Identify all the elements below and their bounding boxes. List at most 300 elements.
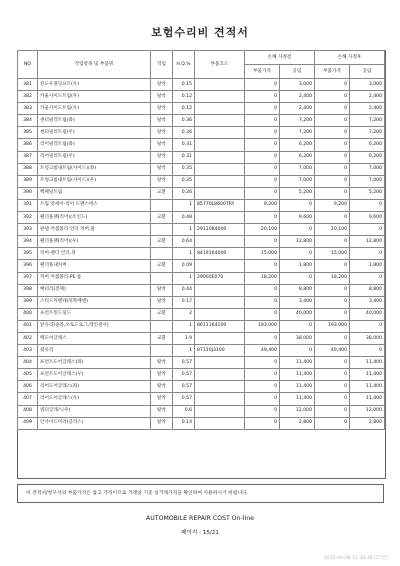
row-hq: 0.57 (173, 393, 195, 405)
row-parts-price-before: 0 (245, 393, 280, 405)
row-work: 탈착 (151, 139, 173, 151)
row-work: 교환 (151, 212, 173, 224)
header-labor-after: 공임 (350, 65, 385, 79)
row-item: 리어도어글래스(우) (38, 393, 151, 405)
row-no: 404 (18, 357, 38, 369)
row-labor-before: 0 (280, 272, 315, 284)
row-parts-price-before: 0 (245, 212, 280, 224)
row-labor-after: 6,200 (350, 139, 385, 151)
row-parts-price-before: 9,200 (245, 199, 280, 211)
footer-service-name: AUTOMOBILE REPAIR COST On-line (146, 515, 254, 522)
row-no: 384 (18, 115, 38, 127)
table-row (18, 115, 385, 127)
row-item: 뒷유리 (38, 345, 151, 357)
row-no: 409 (18, 417, 38, 429)
row-no: 408 (18, 405, 38, 417)
row-item: 쿼터글래스(우) (38, 405, 151, 417)
row-part-code: 29000E070 (195, 272, 245, 284)
row-work: 탈착 (151, 103, 173, 115)
row-labor-after: 2,400 (350, 103, 385, 115)
row-work: 탈착 (151, 417, 173, 429)
row-labor-after: 0 (350, 199, 385, 211)
row-work: 탈착 (151, 79, 173, 91)
row-part-code (195, 91, 245, 103)
row-labor-after: 0 (350, 272, 385, 284)
row-labor-after: 40,000 (350, 308, 385, 320)
row-item: 프런트도어글래스(좌) (38, 357, 151, 369)
row-hq: 0.12 (173, 103, 195, 115)
row-part-code (195, 417, 245, 429)
row-parts-price-after: 193,000 (315, 320, 350, 332)
row-work: 탈착 (151, 151, 173, 163)
row-hq: 0.36 (173, 127, 195, 139)
row-hq: 0.48 (173, 212, 195, 224)
row-labor-before: 0 (280, 248, 315, 260)
row-hq: 1 (173, 320, 195, 332)
row-labor-before: 2,400 (280, 103, 315, 115)
row-no: 406 (18, 381, 38, 393)
print-timestamp: 2015-08-08 11:38:48 (57번) (323, 556, 388, 561)
row-labor-after: 0 (350, 320, 385, 332)
row-work: 탈착 (151, 91, 173, 103)
row-no: 399 (18, 296, 38, 308)
row-labor-before: 3,000 (280, 79, 315, 91)
row-parts-price-before: 20,100 (245, 224, 280, 236)
row-parts-price-before: 0 (245, 332, 280, 344)
row-hq: 0.14 (173, 417, 195, 429)
row-labor-after: 9,600 (350, 212, 385, 224)
row-part-code (195, 163, 245, 175)
row-item: 커버-팬더 언더,뒤 (38, 248, 151, 260)
row-labor-before: 0 (280, 345, 315, 357)
row-parts-price-before: 0 (245, 405, 280, 417)
row-labor-after: 7,000 (350, 163, 385, 175)
row-parts-price-before: 0 (245, 151, 280, 163)
header-labor-before: 공임 (280, 65, 315, 79)
row-parts-price-before: 0 (245, 79, 280, 91)
row-part-code: 87110J3100 (195, 345, 245, 357)
row-item: 트렁크룸내트림(사이드)(좌) (38, 163, 151, 175)
row-item: 카울사이드트림(우) (38, 91, 151, 103)
header-before-group: 손해 사정전 (245, 51, 315, 65)
row-parts-price-before: 0 (245, 103, 280, 115)
row-parts-price-before: 15,000 (245, 248, 280, 260)
row-hq: 0.31 (173, 151, 195, 163)
row-work: 탈착 (151, 284, 173, 296)
row-work (151, 272, 173, 284)
row-parts-price-after: 0 (315, 369, 350, 381)
row-parts-price-before: 0 (245, 369, 280, 381)
row-no: 407 (18, 393, 38, 405)
row-work (151, 224, 173, 236)
row-parts-price-before: 0 (245, 284, 280, 296)
table-row (18, 187, 385, 199)
table-row (18, 236, 385, 248)
header-parts-price-before: 부품가격 (245, 65, 280, 79)
header-hq: H.Q.% (173, 51, 195, 79)
table-row (18, 320, 385, 332)
row-hq: 0.57 (173, 357, 195, 369)
row-item: 스티드커텐테(뒤쪽배엔) (38, 296, 151, 308)
row-part-code (195, 296, 245, 308)
row-labor-after: 1,800 (350, 260, 385, 272)
table-row (18, 212, 385, 224)
row-part-code (195, 332, 245, 344)
row-parts-price-after: 0 (315, 187, 350, 199)
row-no: 381 (18, 79, 38, 91)
row-hq: 0.09 (173, 260, 195, 272)
row-labor-before: 2,400 (280, 91, 315, 103)
row-item: 커버 어셈블리-PE 룸 (38, 272, 151, 284)
row-parts-price-after: 15,000 (315, 248, 350, 260)
row-work: 탈착 (151, 115, 173, 127)
row-labor-before: 38,000 (280, 332, 315, 344)
row-labor-after: 11,400 (350, 357, 385, 369)
row-parts-price-after: 0 (315, 127, 350, 139)
row-labor-before: 11,400 (280, 369, 315, 381)
row-labor-before: 5,200 (280, 187, 315, 199)
row-work: 탈착 (151, 296, 173, 308)
row-work: 탈착 (151, 163, 173, 175)
row-parts-price-after: 9,200 (315, 199, 350, 211)
row-labor-after: 7,200 (350, 127, 385, 139)
row-part-code (195, 405, 245, 417)
table-row (18, 284, 385, 296)
row-hq: 1 (173, 199, 195, 211)
row-labor-after: 6,200 (350, 151, 385, 163)
row-no: 391 (18, 199, 38, 211)
table-row (18, 248, 385, 260)
row-work: 탈착 (151, 405, 173, 417)
row-parts-price-before: 0 (245, 187, 280, 199)
row-part-code: 85770L8600TRY (195, 199, 245, 211)
row-labor-after: 11,400 (350, 369, 385, 381)
row-parts-price-before: 49,400 (245, 345, 280, 357)
row-part-code (195, 212, 245, 224)
table-row (18, 139, 385, 151)
row-no: 385 (18, 127, 38, 139)
row-hq: 0.26 (173, 187, 195, 199)
row-labor-after: 11,400 (350, 381, 385, 393)
row-labor-after: 0 (350, 345, 385, 357)
row-parts-price-after: 0 (315, 260, 350, 272)
row-no: 405 (18, 369, 38, 381)
row-no: 388 (18, 163, 38, 175)
row-labor-after: 0 (350, 224, 385, 236)
row-labor-before: 2,800 (280, 417, 315, 429)
header-after-group: 손해 사정후 (315, 51, 385, 65)
row-parts-price-before: 193,000 (245, 320, 280, 332)
table-row (18, 260, 385, 272)
row-item: 앞유리(솔라,오토드로그,레인센서) (38, 320, 151, 332)
row-labor-before: 11,400 (280, 381, 315, 393)
row-part-code (195, 115, 245, 127)
table-row (18, 224, 385, 236)
row-item: 안사이드미러(글라스) (38, 417, 151, 429)
row-hq: 0.57 (173, 369, 195, 381)
row-parts-price-after: 0 (315, 115, 350, 127)
row-work: 교환 (151, 236, 173, 248)
row-labor-before: 0 (280, 199, 315, 211)
row-work: 교환 (151, 187, 173, 199)
row-part-code (195, 236, 245, 248)
row-hq: 2 (173, 308, 195, 320)
header-no: NO (18, 51, 38, 79)
row-no: 392 (18, 212, 38, 224)
header-work: 작업 (151, 51, 173, 79)
row-hq: 1 (173, 345, 195, 357)
row-item: 백도어글래스 (38, 332, 151, 344)
row-parts-price-before: 0 (245, 381, 280, 393)
row-labor-after: 0 (350, 248, 385, 260)
row-item: 백패널트림 (38, 187, 151, 199)
document-title: 보험수리비 견적서 (151, 26, 249, 39)
row-part-code (195, 175, 245, 187)
row-parts-price-after: 0 (315, 296, 350, 308)
row-labor-after: 7,200 (350, 115, 385, 127)
row-hq: 1 (173, 272, 195, 284)
row-hq: 0.15 (173, 79, 195, 91)
row-part-code (195, 357, 245, 369)
row-hq: 0.44 (173, 284, 195, 296)
row-work (151, 345, 173, 357)
row-no: 395 (18, 248, 38, 260)
row-no: 393 (18, 224, 38, 236)
row-labor-before: 40,000 (280, 308, 315, 320)
table-row (18, 163, 385, 175)
table-row (18, 103, 385, 115)
row-parts-price-after: 0 (315, 417, 350, 429)
row-item: 리어도어글래스(좌) (38, 381, 151, 393)
row-no: 402 (18, 332, 38, 344)
row-no: 403 (18, 345, 38, 357)
row-parts-price-after: 0 (315, 79, 350, 91)
row-hq: 0.57 (173, 381, 195, 393)
page-number: 페이지 : 15/21 (181, 530, 219, 536)
row-part-code (195, 393, 245, 405)
row-labor-after: 3,000 (350, 79, 385, 91)
row-item: 팬더플내커버 (38, 260, 151, 272)
row-labor-before: 0 (280, 224, 315, 236)
table-row (18, 127, 385, 139)
row-labor-after: 12,000 (350, 405, 385, 417)
row-item: 팬더플랫(리어)(조인드) (38, 212, 151, 224)
row-item: 판넬 어셈블리-언더 커버,말 (38, 224, 151, 236)
row-hq: 0.31 (173, 139, 195, 151)
row-work: 탈착 (151, 357, 173, 369)
row-parts-price-after: 0 (315, 308, 350, 320)
row-labor-before: 9,600 (280, 212, 315, 224)
row-parts-price-before: 0 (245, 236, 280, 248)
row-parts-price-before: 0 (245, 296, 280, 308)
row-item: 프런트윈드실드 (38, 308, 151, 320)
row-parts-price-before: 0 (245, 308, 280, 320)
row-labor-after: 2,800 (350, 417, 385, 429)
row-labor-after: 8,800 (350, 284, 385, 296)
row-work: 탈착 (151, 175, 173, 187)
row-labor-after: 7,000 (350, 175, 385, 187)
table-row (18, 345, 385, 357)
row-item: 센터필러트림(좌) (38, 115, 151, 127)
row-part-code (195, 187, 245, 199)
row-hq: 0.35 (173, 163, 195, 175)
row-work: 탈착 (151, 393, 173, 405)
row-labor-before: 11,400 (280, 357, 315, 369)
row-no: 400 (18, 308, 38, 320)
row-no: 387 (18, 151, 38, 163)
row-labor-before: 11,400 (280, 393, 315, 405)
row-hq: 0.6 (173, 405, 195, 417)
row-no: 396 (18, 260, 38, 272)
row-work: 교환 (151, 308, 173, 320)
row-parts-price-after: 0 (315, 212, 350, 224)
row-parts-price-before: 18,200 (245, 272, 280, 284)
table-row (18, 175, 385, 187)
row-parts-price-before: 0 (245, 417, 280, 429)
row-hq: 0.12 (173, 91, 195, 103)
row-parts-price-before: 0 (245, 115, 280, 127)
row-parts-price-after: 0 (315, 405, 350, 417)
row-labor-before: 8,800 (280, 284, 315, 296)
row-labor-before: 3,400 (280, 296, 315, 308)
row-part-code (195, 139, 245, 151)
row-labor-before: 7,000 (280, 175, 315, 187)
header-item: 작업항목 및 부품명 (38, 51, 151, 79)
row-parts-price-after: 0 (315, 139, 350, 151)
row-item: 트렁크룸내트림(사이드)(우) (38, 175, 151, 187)
row-work (151, 199, 173, 211)
row-labor-after: 5,200 (350, 187, 385, 199)
table-row (18, 381, 385, 393)
row-work (151, 248, 173, 260)
row-work: 탈착 (151, 369, 173, 381)
row-no: 401 (18, 320, 38, 332)
row-part-code: 84191K4000 (195, 248, 245, 260)
row-parts-price-after: 0 (315, 284, 350, 296)
row-item: 리어필러트림(우) (38, 151, 151, 163)
table-row (18, 357, 385, 369)
row-labor-before: 7,000 (280, 163, 315, 175)
row-part-code (195, 308, 245, 320)
table-row (18, 199, 385, 211)
row-parts-price-after: 0 (315, 332, 350, 344)
row-labor-before: 6,200 (280, 139, 315, 151)
row-no: 394 (18, 236, 38, 248)
header-parts-price-after: 부품가격 (315, 65, 350, 79)
row-parts-price-before: 0 (245, 139, 280, 151)
row-hq: 0.17 (173, 296, 195, 308)
row-item: 리어필러트림(좌) (38, 139, 151, 151)
row-parts-price-before: 0 (245, 175, 280, 187)
row-part-code (195, 103, 245, 115)
row-work (151, 320, 173, 332)
row-item: 배터리(전체) (38, 284, 151, 296)
row-item: 팬더플랫(리어)(우) (38, 236, 151, 248)
row-parts-price-after: 0 (315, 357, 350, 369)
row-part-code (195, 369, 245, 381)
row-no: 389 (18, 175, 38, 187)
row-parts-price-before: 0 (245, 357, 280, 369)
row-work: 교환 (151, 260, 173, 272)
row-work: 교환 (151, 332, 173, 344)
table-row (18, 79, 385, 91)
estimate-table (17, 50, 385, 430)
row-hq: 0.36 (173, 115, 195, 127)
row-labor-after: 11,400 (350, 393, 385, 405)
row-labor-before: 0 (280, 320, 315, 332)
row-parts-price-after: 49,400 (315, 345, 350, 357)
table-row (18, 393, 385, 405)
row-hq: 1 (173, 224, 195, 236)
table-row (18, 272, 385, 284)
row-labor-after: 12,800 (350, 236, 385, 248)
row-part-code (195, 381, 245, 393)
row-no: 382 (18, 91, 38, 103)
row-labor-after: 2,400 (350, 91, 385, 103)
row-item: 트림 앗세이-리어 트랜스버스 (38, 199, 151, 211)
row-parts-price-after: 18,200 (315, 272, 350, 284)
row-parts-price-after: 0 (315, 175, 350, 187)
row-parts-price-before: 0 (245, 260, 280, 272)
row-parts-price-after: 0 (315, 393, 350, 405)
row-labor-before: 7,200 (280, 115, 315, 127)
row-parts-price-before: 0 (245, 127, 280, 139)
table-row (18, 151, 385, 163)
row-parts-price-before: 0 (245, 91, 280, 103)
row-no: 398 (18, 284, 38, 296)
row-item: 카울사이드트림(우) (38, 103, 151, 115)
row-hq: 0.35 (173, 175, 195, 187)
row-labor-before: 12,800 (280, 236, 315, 248)
row-no: 397 (18, 272, 38, 284)
row-parts-price-before: 0 (245, 163, 280, 175)
row-no: 390 (18, 187, 38, 199)
row-item: 센터필러트림(우) (38, 127, 151, 139)
table-row (18, 417, 385, 429)
row-part-code: 29110K4000 (195, 224, 245, 236)
row-labor-before: 12,000 (280, 405, 315, 417)
table-row (18, 296, 385, 308)
row-parts-price-after: 0 (315, 103, 350, 115)
row-parts-price-after: 20,100 (315, 224, 350, 236)
row-work: 탈착 (151, 381, 173, 393)
row-item: 윈도우몰딩프트(우) (38, 79, 151, 91)
table-row (18, 332, 385, 344)
row-no: 386 (18, 139, 38, 151)
price-notice: 이 견적서/청구서의 부품가격은 참고 가격이므로 거래일 기준 실거래가격을 확인하여 사용하시기 바랍니다. (17, 484, 384, 503)
row-parts-price-after: 0 (315, 236, 350, 248)
table-row (18, 405, 385, 417)
row-part-code (195, 127, 245, 139)
row-parts-price-after: 0 (315, 91, 350, 103)
row-hq: 1 (173, 248, 195, 260)
row-item: 프런트도어글래스(우) (38, 369, 151, 381)
header-part-code: 부품코드 (195, 51, 245, 79)
row-parts-price-after: 0 (315, 381, 350, 393)
row-labor-before: 7,200 (280, 127, 315, 139)
row-labor-before: 6,200 (280, 151, 315, 163)
row-part-code (195, 151, 245, 163)
row-hq: 1.9 (173, 332, 195, 344)
row-part-code (195, 260, 245, 272)
row-part-code (195, 79, 245, 91)
row-hq: 0.64 (173, 236, 195, 248)
row-parts-price-after: 0 (315, 151, 350, 163)
table-row (18, 308, 385, 320)
row-labor-after: 38,000 (350, 332, 385, 344)
row-parts-price-after: 0 (315, 163, 350, 175)
row-labor-before: 1,800 (280, 260, 315, 272)
